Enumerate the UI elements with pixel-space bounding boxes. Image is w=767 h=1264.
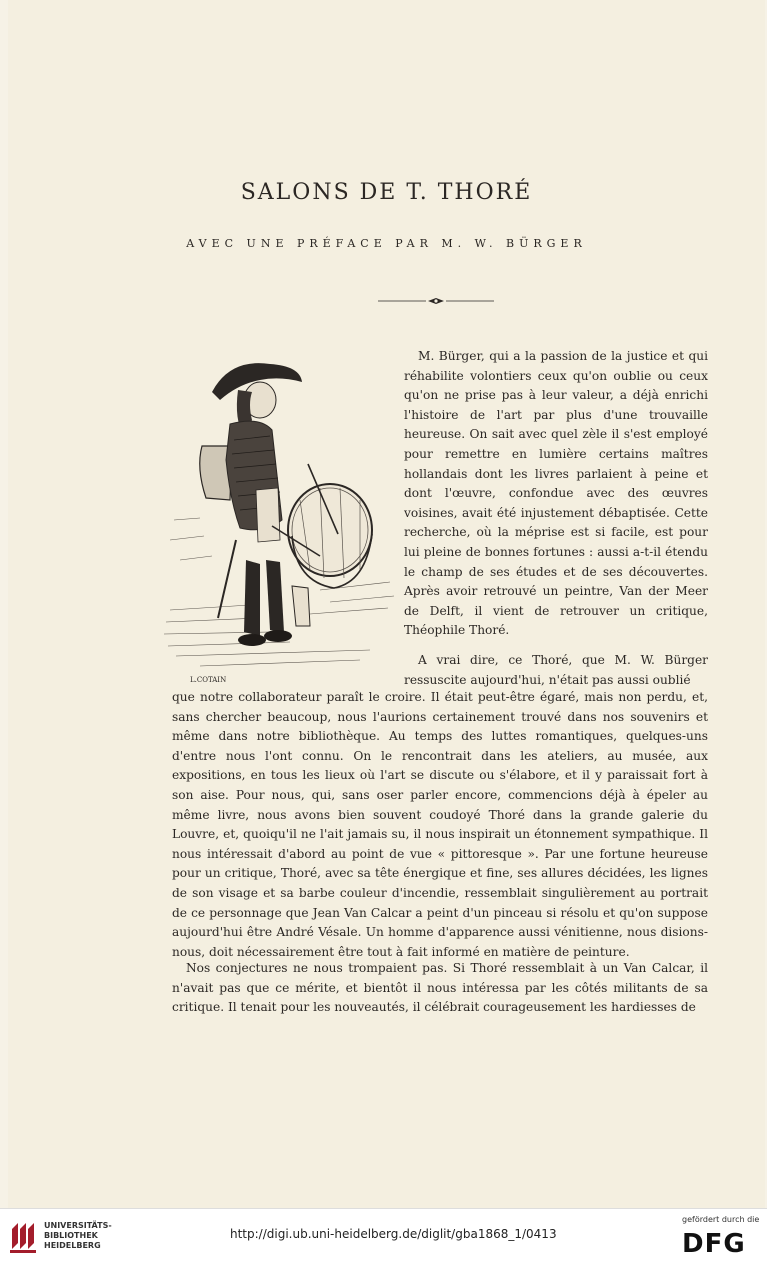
page-title: SALONS DE T. THORÉ [240, 180, 533, 205]
paragraph-3: que notre collaborateur paraît le croire. Il était peut-être égaré, mais non perdu, et, sans chercher beaucoup, nous l'aurions certainement trouvé dans nos souvenirs et même dans notre bibliothèque. Au temps des luttes romantiques, quelques-uns d'entre nous l'ont connu. On le rencontrait dans les ateliers, au musée, aux expositions, en tous les lieux où l'art se discute ou s'élabore, et il y paraissait fort à son aise. Pour nous, qui, sans oser parler encore, commencions déjà à épeler au même livre, nous avons bien souvent coudoyé Thoré dans la grande galerie du Louvre, et, quoiqu'il ne l'ait jamais su, il nous inspirait un étonnement sympathique. Il nous intéressait d'abord au point de vue « pittoresque ». Par une fortune heureuse pour un critique, Thoré, avec sa tête énergique et fine, ses allures décidées, les lignes de son visage et sa barbe couleur d'incendie, ressemblait singulièrement au portrait de ce personnage que Jean Van Calcar a peint d'un pinceau si résolu et qu'on suppose aujourd'hui être André Vésale. Un homme d'apparence aussi vénitienne, nous disions-nous, doit nécessairement être tout à fait informé en matière de peinture. [172, 690, 708, 959]
ornament-divider [378, 296, 494, 306]
dfg-logo: DFG [682, 1229, 746, 1259]
drummer-boy-illustration [160, 350, 398, 690]
illustration-signature: L.COTAIN [190, 676, 227, 684]
institution-name: UNIVERSITÄTS- BIBLIOTHEK HEIDELBERG [44, 1221, 112, 1250]
paragraph-1: M. Bürger, qui a la passion de la justice et qui réhabilite volontiers ceux qu'on oublie ou ceux qu'on ne prise pas à leur valeur, a déjà enrichi l'histoire de l'art par plus d'une trouvaille heureuse. On sait avec quel zèle il s'est employé pour remettre en lumière certains maîtres hollandais dont les livres parlaient à peine et dont l'œuvre, confondue avec des œuvres voisines, avait été injustement débaptisée. Cette recherche, où la méprise est si facile, est pour lui pleine de bonnes fortunes : aussi a-t-il étendu le champ de ses études et de ses découvertes. Après avoir retrouvé un peintre, Van der Meer de Delft, il vient de retrouver un critique, Théophile Thoré. [404, 349, 708, 638]
page-subtitle: AVEC UNE PRÉFACE PAR M. W. BÜRGER [186, 237, 587, 250]
paragraph-4: Nos conjectures ne nous trompaient pas. Si Thoré ressemblait à un Van Calcar, il n'avait pas que ce mérite, et bientôt il nous intéressa par les côtés militants de sa critique. Il tenait pour les nouveautés, il célébrait courageusement les hardiesses de [172, 961, 708, 1015]
permalink-url[interactable]: http://digi.ub.uni-heidelberg.de/diglit/gba1868_1/0413 [230, 1227, 557, 1241]
funding-label: gefördert durch die [682, 1215, 760, 1224]
university-logo-icon [8, 1219, 38, 1255]
viewer-footer [0, 1208, 767, 1264]
document-page [8, 0, 765, 1208]
paragraph-2: A vrai dire, ce Thoré, que M. W. Bürger ressuscite aujourd'hui, n'était pas aussi oublié [404, 653, 708, 687]
